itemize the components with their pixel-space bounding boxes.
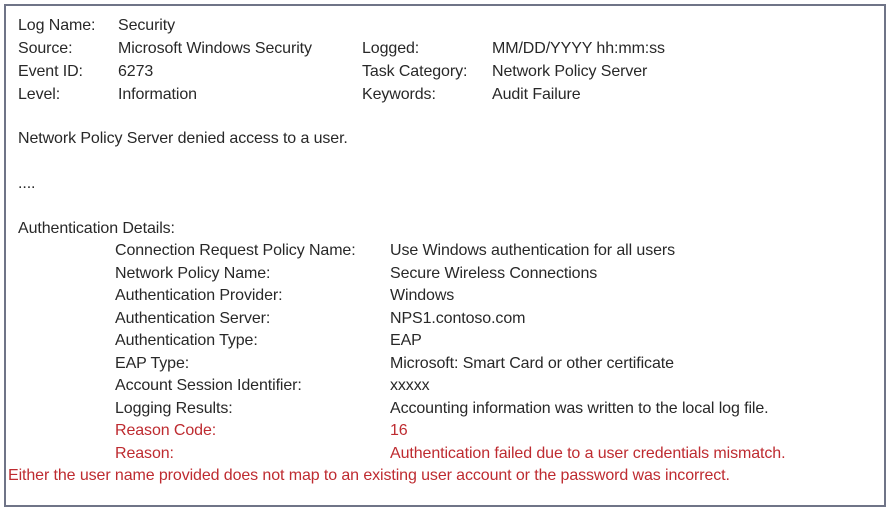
eap-type-value: Microsoft: Smart Card or other certificate	[390, 354, 674, 372]
event-details-frame	[4, 4, 886, 507]
event-id-label: Event ID:	[18, 63, 83, 80]
eap-type-label: EAP Type:	[115, 354, 190, 372]
ellipsis-text: ....	[18, 175, 36, 192]
keywords-label: Keywords:	[362, 86, 436, 103]
source-label: Source:	[18, 40, 73, 57]
authentication-details-list	[18, 240, 874, 465]
event-description: Network Policy Server denied access to a user.	[18, 130, 348, 147]
detail-row-reason	[18, 443, 874, 466]
authentication-server-value: NPS1.contoso.com	[390, 309, 526, 327]
connection-request-policy-name-value: Use Windows authentication for all users	[390, 242, 676, 259]
task-category-label: Task Category:	[362, 63, 468, 80]
account-session-identifier-label: Account Session Identifier:	[115, 377, 302, 394]
detail-row-authentication-type	[18, 330, 874, 353]
logging-results-label: Logging Results:	[115, 399, 233, 417]
detail-row-connection-request-policy-name	[18, 240, 874, 263]
reason-code-label: Reason Code:	[115, 422, 217, 439]
detail-row-authentication-provider	[18, 285, 874, 308]
authentication-type-value: EAP	[390, 332, 422, 349]
detail-row-network-policy-name	[18, 263, 874, 286]
task-category-value: Network Policy Server	[492, 63, 648, 80]
authentication-details-title: Authentication Details:	[18, 220, 175, 237]
logged-value: MM/DD/YYYY hh:mm:ss	[492, 40, 665, 57]
logged-label: Logged:	[362, 40, 420, 57]
connection-request-policy-name-label: Connection Request Policy Name:	[115, 242, 356, 259]
network-policy-name-label: Network Policy Name:	[115, 264, 271, 282]
reason-code-value: 16	[390, 422, 408, 439]
logging-results-value: Accounting information was written to the local log file.	[390, 399, 769, 417]
account-session-identifier-value: xxxxx	[390, 377, 430, 394]
header-row-log-name	[18, 14, 874, 37]
event-header	[18, 14, 874, 106]
log-name-label: Log Name:	[18, 17, 96, 34]
header-row-level	[18, 83, 874, 106]
level-label: Level:	[18, 86, 61, 103]
level-value: Information	[118, 86, 197, 103]
authentication-provider-label: Authentication Provider:	[115, 287, 283, 304]
authentication-provider-value: Windows	[390, 287, 455, 304]
authentication-type-label: Authentication Type:	[115, 332, 258, 349]
detail-row-reason-code	[18, 420, 874, 443]
source-value: Microsoft Windows Security	[118, 40, 312, 57]
header-row-source	[18, 37, 874, 60]
event-id-value: 6273	[118, 63, 154, 80]
network-policy-name-value: Secure Wireless Connections	[390, 264, 598, 282]
reason-value: Authentication failed due to a user credentials mismatch.	[390, 444, 786, 462]
detail-row-authentication-server	[18, 308, 874, 331]
reason-explanation: Either the user name provided does not map to an existing user account or the password was incorrect.	[8, 467, 730, 484]
keywords-value: Audit Failure	[492, 86, 581, 103]
reason-label: Reason:	[115, 444, 174, 462]
detail-row-account-session-identifier	[18, 375, 874, 398]
header-row-event-id	[18, 60, 874, 83]
authentication-server-label: Authentication Server:	[115, 309, 271, 327]
detail-row-logging-results	[18, 398, 874, 421]
log-name-value: Security	[118, 17, 175, 34]
detail-row-eap-type	[18, 353, 874, 376]
